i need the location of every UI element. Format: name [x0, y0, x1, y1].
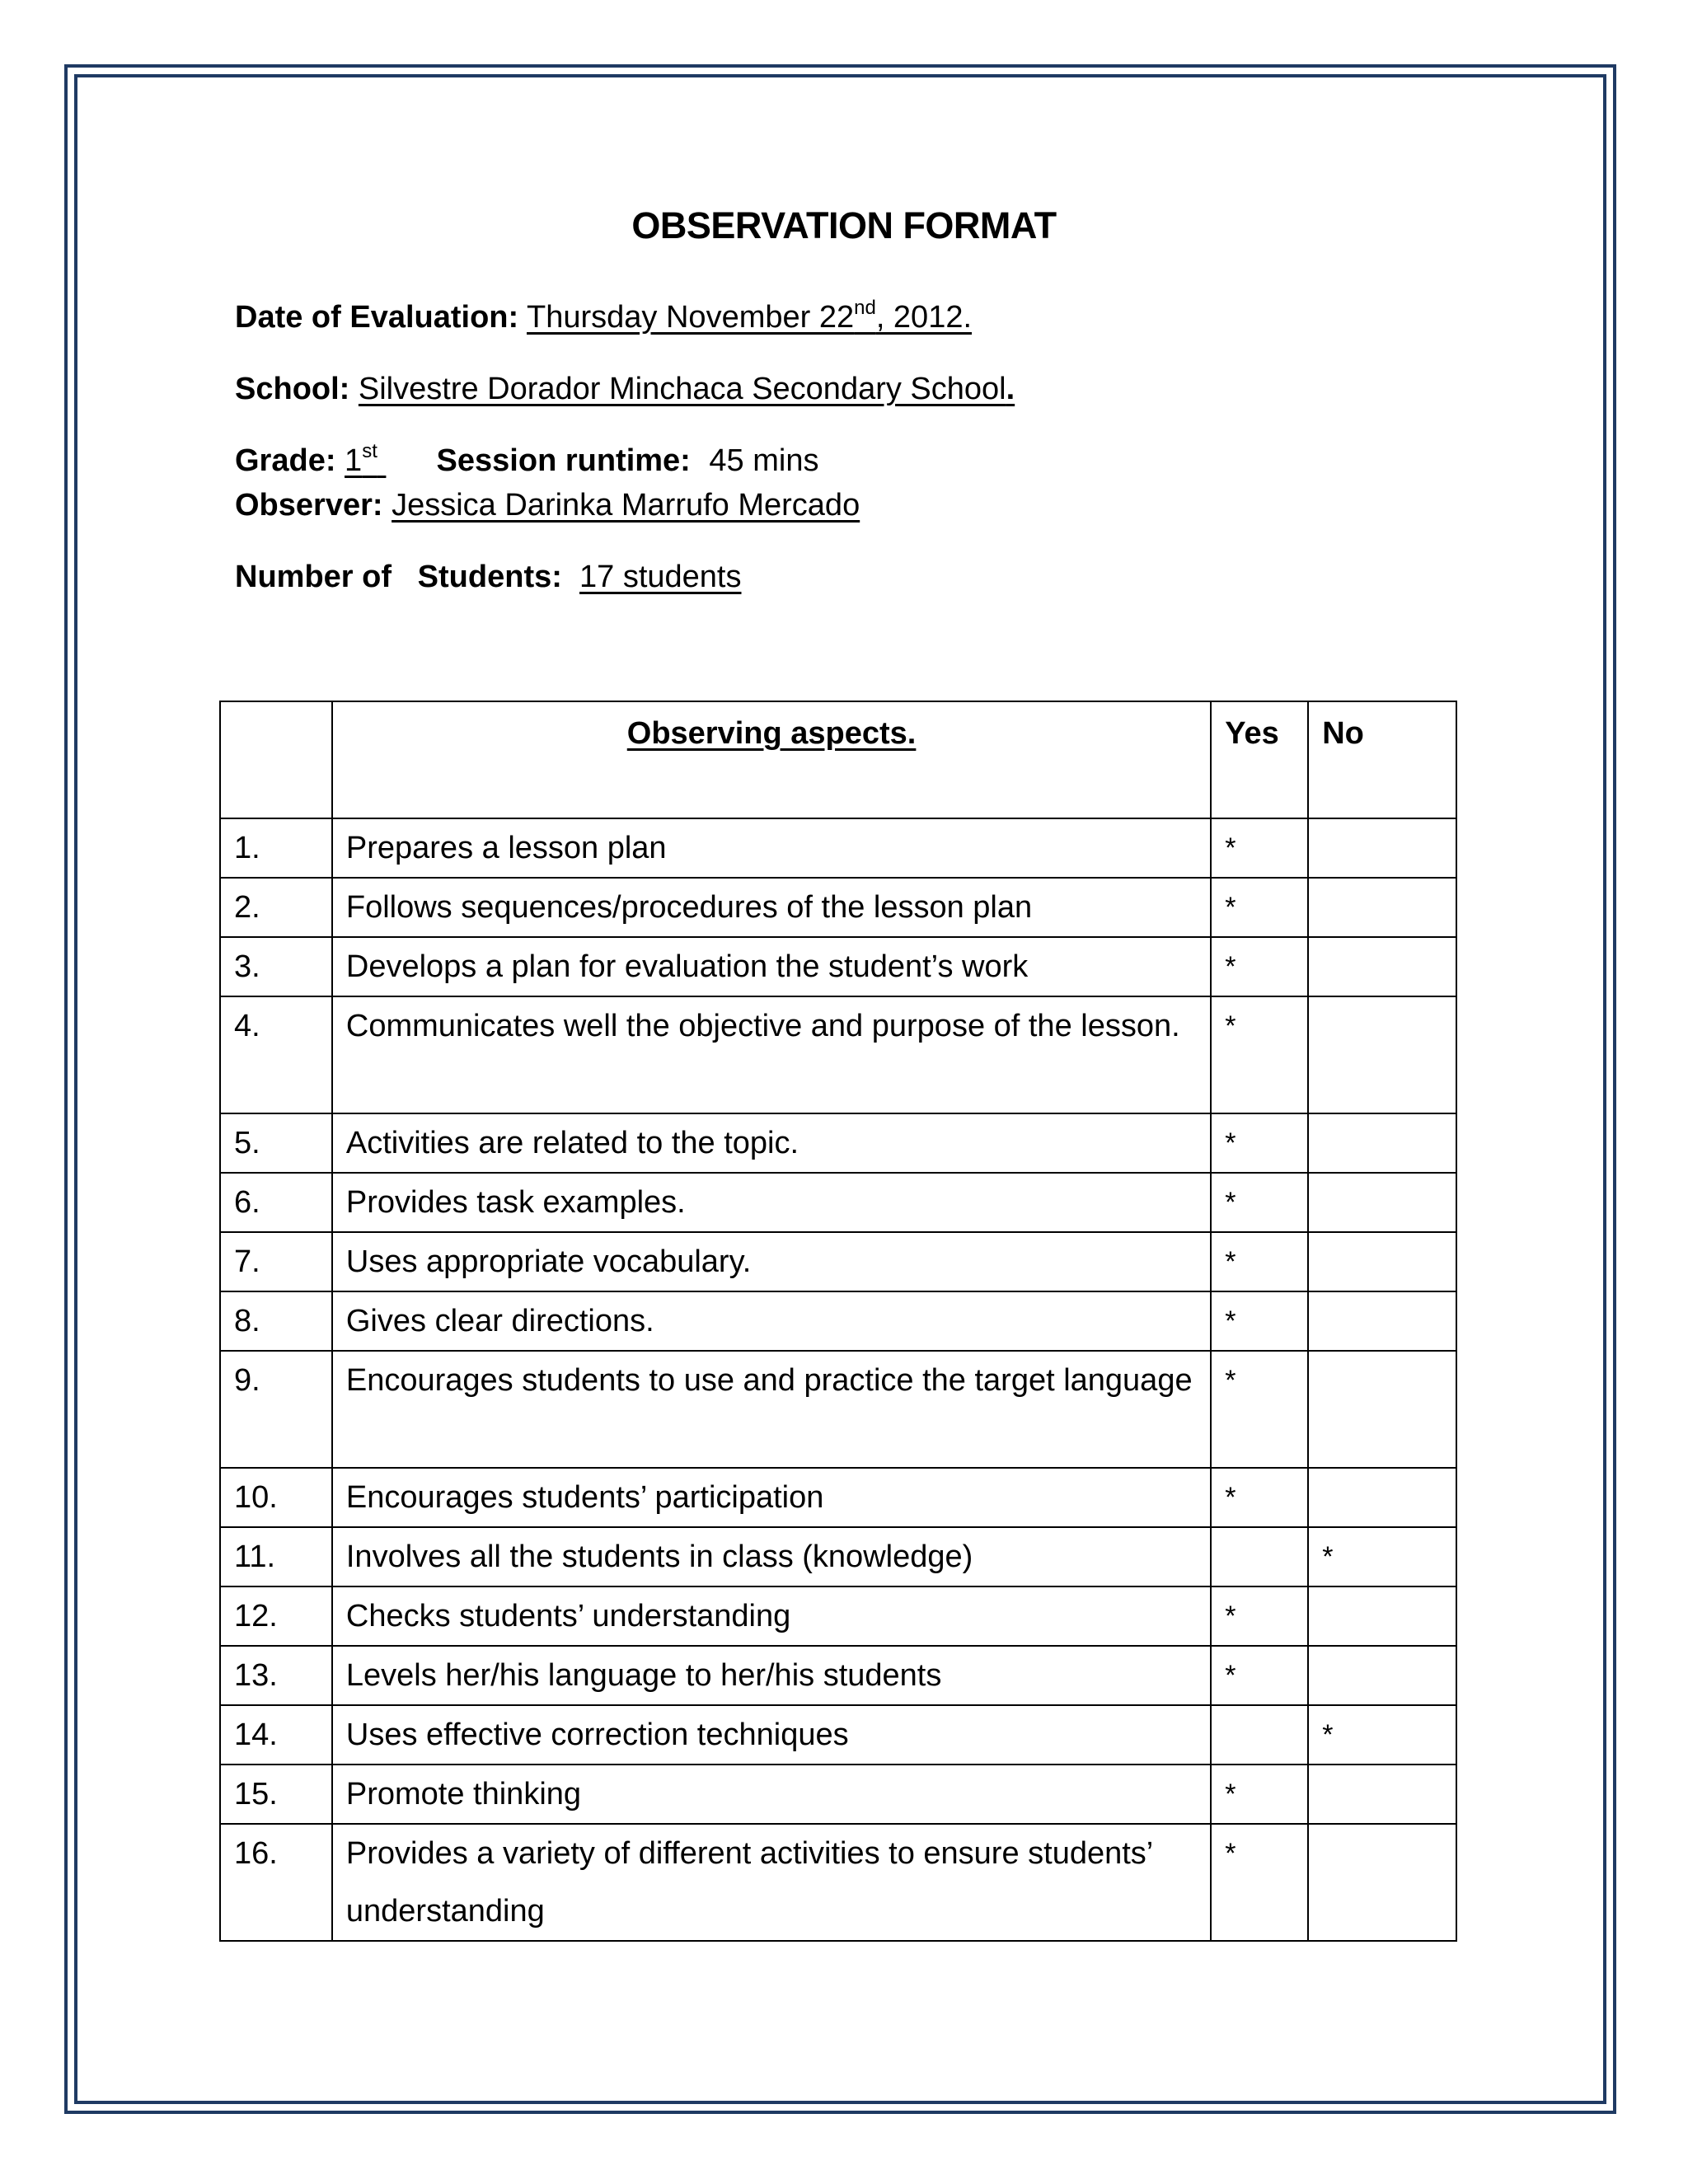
- row-number: 1.: [220, 818, 332, 878]
- school-label: School:: [235, 372, 350, 406]
- observer-label: Observer:: [235, 488, 383, 523]
- row-number: 14.: [220, 1705, 332, 1765]
- row-yes-mark: *: [1211, 996, 1308, 1113]
- row-yes-mark: [1211, 1527, 1308, 1586]
- grade-label: Grade:: [235, 443, 336, 478]
- row-yes-mark: *: [1211, 1173, 1308, 1232]
- row-number: 13.: [220, 1646, 332, 1705]
- row-no-mark: [1308, 1291, 1456, 1351]
- date-value: Thursday November 22nd, 2012.: [527, 297, 973, 335]
- row-aspect: Promote thinking: [332, 1765, 1211, 1824]
- table-row: [220, 1705, 1456, 1765]
- table-row: [220, 1586, 1456, 1646]
- row-yes-mark: *: [1211, 818, 1308, 878]
- row-number: 8.: [220, 1291, 332, 1351]
- table-row: [220, 878, 1456, 937]
- row-aspect: Uses effective correction techniques: [332, 1705, 1211, 1765]
- row-no-mark: *: [1308, 1705, 1456, 1765]
- table-row: [220, 1291, 1456, 1351]
- school-value: Silvestre Dorador Minchaca Secondary School: [358, 372, 1006, 406]
- row-aspect: Encourages students to use and practice the target language: [332, 1351, 1211, 1468]
- row-no-mark: [1308, 1173, 1456, 1232]
- row-yes-mark: [1211, 1705, 1308, 1765]
- row-no-mark: *: [1308, 1527, 1456, 1586]
- row-yes-mark: *: [1211, 1468, 1308, 1527]
- table-row: [220, 937, 1456, 996]
- row-no-mark: [1308, 937, 1456, 996]
- runtime-label: Session runtime:: [436, 443, 691, 478]
- number-of-students: [235, 560, 742, 595]
- row-number: 12.: [220, 1586, 332, 1646]
- row-number: 5.: [220, 1113, 332, 1173]
- row-aspect: Prepares a lesson plan: [332, 818, 1211, 878]
- table-row: [220, 1232, 1456, 1291]
- table-row: [220, 1173, 1456, 1232]
- header-no: No: [1308, 701, 1456, 818]
- header-aspect: Observing aspects.: [332, 701, 1211, 818]
- runtime-value: 45 mins: [709, 443, 819, 478]
- row-number: 11.: [220, 1527, 332, 1586]
- row-yes-mark: *: [1211, 937, 1308, 996]
- row-yes-mark: *: [1211, 1113, 1308, 1173]
- grade-and-runtime: [235, 440, 819, 479]
- row-aspect: Uses appropriate vocabulary.: [332, 1232, 1211, 1291]
- row-no-mark: [1308, 1468, 1456, 1527]
- row-yes-mark: *: [1211, 1646, 1308, 1705]
- row-no-mark: [1308, 996, 1456, 1113]
- row-no-mark: [1308, 1586, 1456, 1646]
- row-yes-mark: *: [1211, 1232, 1308, 1291]
- document-title: OBSERVATION FORMAT: [631, 204, 1057, 246]
- row-aspect: Encourages students’ participation: [332, 1468, 1211, 1527]
- row-aspect: Involves all the students in class (knowledge): [332, 1527, 1211, 1586]
- row-no-mark: [1308, 1765, 1456, 1824]
- row-aspect: Provides a variety of different activities to ensure students’ understanding: [332, 1824, 1211, 1941]
- row-number: 10.: [220, 1468, 332, 1527]
- table-row: [220, 1468, 1456, 1527]
- row-aspect: Follows sequences/procedures of the lesson plan: [332, 878, 1211, 937]
- table-row: [220, 996, 1456, 1113]
- grade-value: 1st: [345, 440, 377, 478]
- row-no-mark: [1308, 1824, 1456, 1941]
- students-value: 17 students: [579, 560, 742, 594]
- row-no-mark: [1308, 818, 1456, 878]
- row-aspect: Activities are related to the topic.: [332, 1113, 1211, 1173]
- observer: [235, 488, 860, 523]
- date-label: Date of Evaluation:: [235, 300, 519, 335]
- row-no-mark: [1308, 1232, 1456, 1291]
- row-yes-mark: *: [1211, 1291, 1308, 1351]
- row-no-mark: [1308, 1351, 1456, 1468]
- observer-value: Jessica Darinka Marrufo Mercado: [392, 488, 860, 523]
- table-row: [220, 1527, 1456, 1586]
- row-no-mark: [1308, 1113, 1456, 1173]
- row-number: 6.: [220, 1173, 332, 1232]
- row-number: 16.: [220, 1824, 332, 1941]
- table-row: [220, 818, 1456, 878]
- observation-table: [219, 701, 1457, 1942]
- table-row: [220, 1646, 1456, 1705]
- row-aspect: Develops a plan for evaluation the student’s work: [332, 937, 1211, 996]
- row-aspect: Checks students’ understanding: [332, 1586, 1211, 1646]
- row-yes-mark: *: [1211, 1586, 1308, 1646]
- row-yes-mark: *: [1211, 1824, 1308, 1941]
- row-aspect: Gives clear directions.: [332, 1291, 1211, 1351]
- row-no-mark: [1308, 878, 1456, 937]
- table-header-row: [220, 701, 1456, 818]
- date-of-evaluation: [235, 297, 973, 335]
- row-no-mark: [1308, 1646, 1456, 1705]
- row-yes-mark: *: [1211, 1765, 1308, 1824]
- row-number: 4.: [220, 996, 332, 1113]
- row-yes-mark: *: [1211, 1351, 1308, 1468]
- row-number: 15.: [220, 1765, 332, 1824]
- row-aspect: Communicates well the objective and purpose of the lesson.: [332, 996, 1211, 1113]
- table-row: [220, 1113, 1456, 1173]
- row-aspect: Provides task examples.: [332, 1173, 1211, 1232]
- header-number: [220, 701, 332, 818]
- table-row: [220, 1765, 1456, 1824]
- header-yes: Yes: [1211, 701, 1308, 818]
- row-number: 2.: [220, 878, 332, 937]
- students-label: Number of Students:: [235, 560, 562, 594]
- table-row: [220, 1824, 1456, 1941]
- row-number: 3.: [220, 937, 332, 996]
- row-number: 7.: [220, 1232, 332, 1291]
- school: School: Silvestre Dorador Minchaca Secondary School.: [235, 372, 1015, 406]
- row-aspect: Levels her/his language to her/his students: [332, 1646, 1211, 1705]
- row-yes-mark: *: [1211, 878, 1308, 937]
- table-row: [220, 1351, 1456, 1468]
- row-number: 9.: [220, 1351, 332, 1468]
